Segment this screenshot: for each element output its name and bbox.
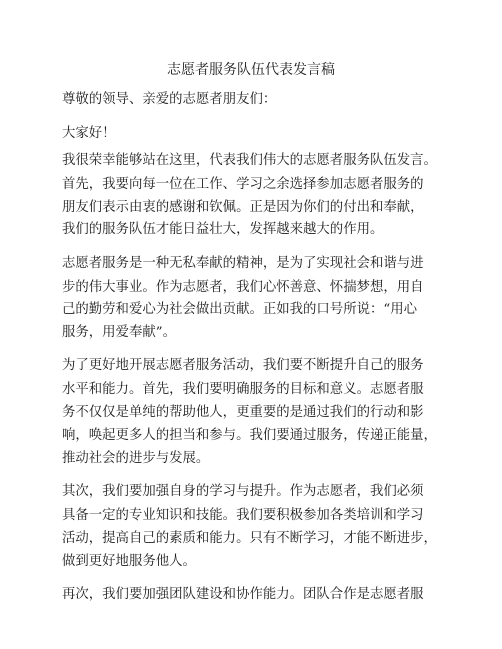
paragraph-3-line-5: 推动社会的进步与发展。 [62, 451, 210, 466]
paragraph-2-line-3: 己的勤劳和爱心为社会做出贡献。正如我的口号所说：“用心 [62, 302, 417, 317]
paragraph-4-line-3: 活动，提高自己的素质和能力。只有不断学习，才能不断进步， [62, 531, 437, 546]
paragraph-4-line-2: 具备一定的专业知识和技能。我们要积极参加各类培训和学习 [62, 508, 424, 523]
salutation: 尊敬的领导、亲爱的志愿者朋友们： [62, 92, 277, 107]
paragraph-3-line-3: 务不仅仅是单纯的帮助他人，更重要的是通过我们的行动和影 [62, 405, 424, 420]
paragraph-1-line-2: 首先，我要向每一位在工作、学习之余选择参加志愿者服务的 [62, 177, 424, 192]
paragraph-3-line-2: 水平和能力。首先，我们要明确服务的目标和意义。志愿者服 [62, 382, 424, 397]
paragraph-1-line-3: 朋友们表示由衷的感谢和钦佩。正是因为你们的付出和奉献， [62, 200, 424, 215]
paragraph-3-line-4: 响，唤起更多人的担当和参与。我们要通过服务，传递正能量， [62, 428, 437, 443]
paragraph-3-line-1: 为了更好地开展志愿者服务活动，我们要不断提升自己的服务 [62, 358, 424, 373]
greeting: 大家好！ [62, 126, 116, 141]
paragraph-4-line-4: 做到更好地服务他人。 [62, 554, 196, 569]
paragraph-2-line-4: 服务，用爱奉献”。 [62, 325, 176, 340]
paragraph-2-line-1: 志愿者服务是一种无私奉献的精神，是为了实现社会和谐与进 [62, 256, 424, 271]
paragraph-1-line-1: 我很荣幸能够站在这里，代表我们伟大的志愿者服务队伍发言。 [62, 153, 437, 168]
paragraph-1-line-4: 我们的服务队伍才能日益壮大，发挥越来越大的作用。 [62, 222, 384, 237]
paragraph-2-line-2: 步的伟大事业。作为志愿者，我们心怀善意、怀揣梦想，用自 [62, 280, 424, 295]
paragraph-4-line-1: 其次，我们要加强自身的学习与提升。作为志愿者，我们必须 [62, 484, 424, 499]
paragraph-5-line-1: 再次，我们要加强团队建设和协作能力。团队合作是志愿者服 [62, 587, 424, 602]
document-title: 志愿者服务队伍代表发言稿 [167, 62, 335, 78]
